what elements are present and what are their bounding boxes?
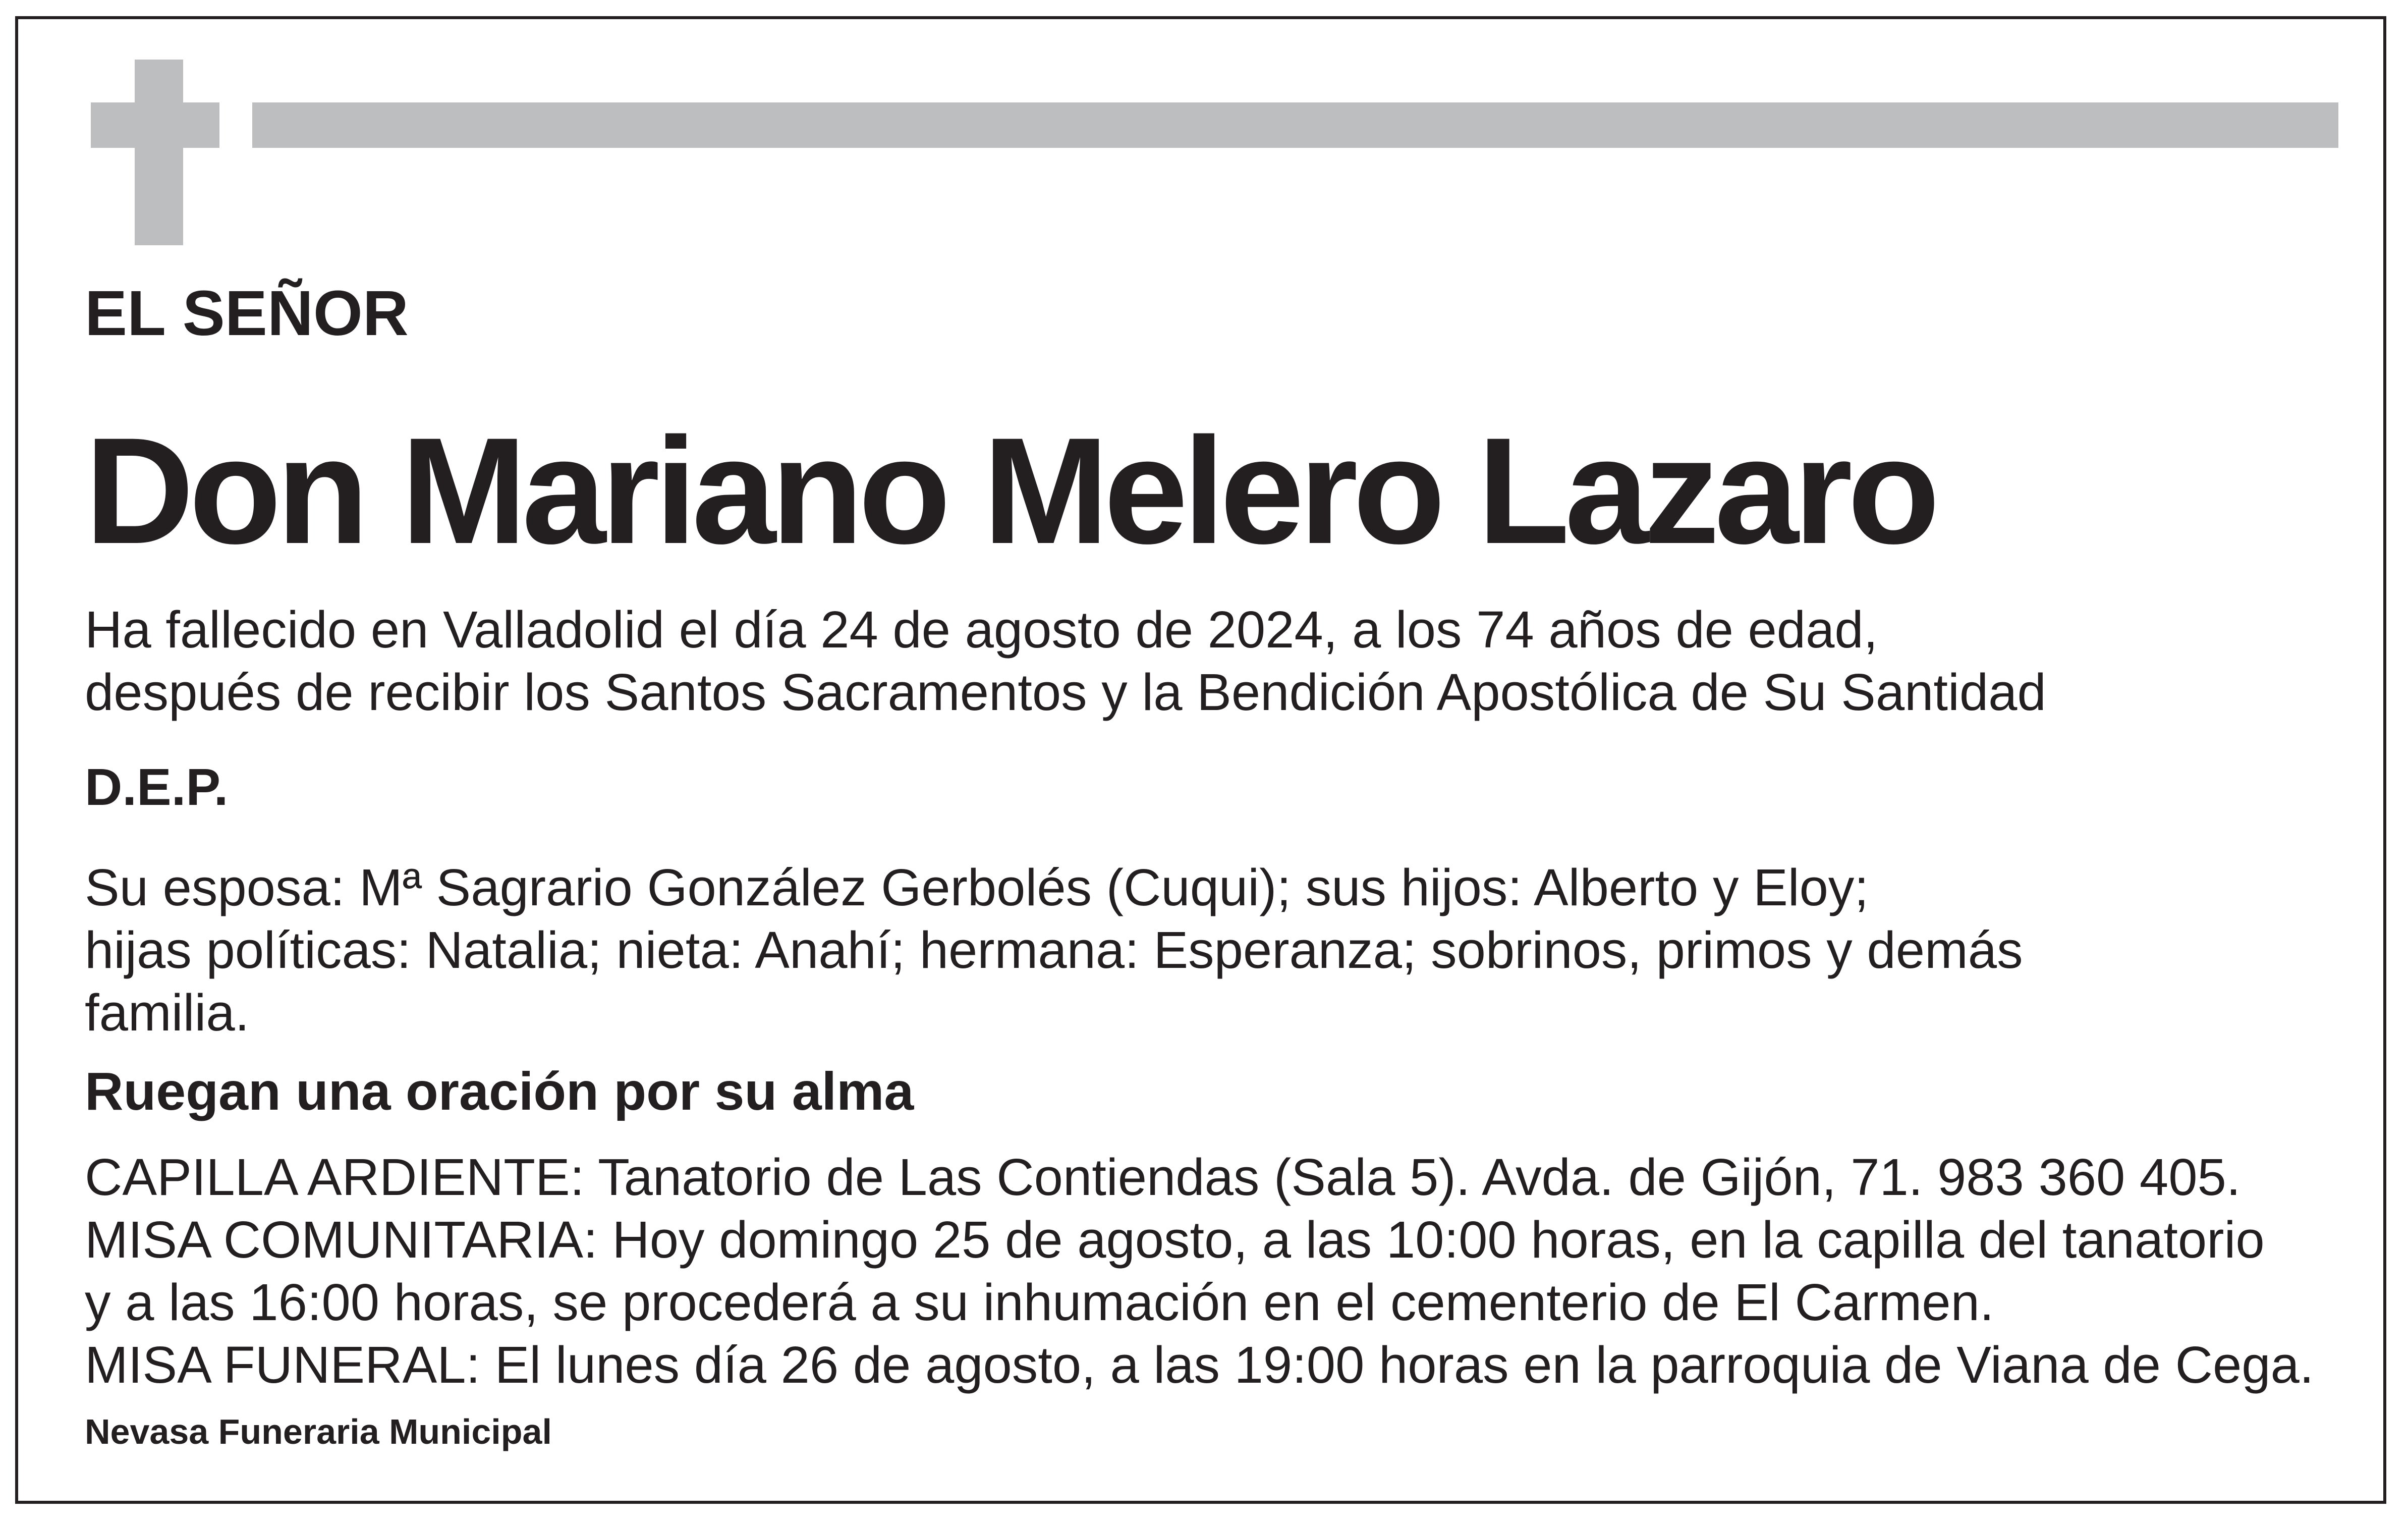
service-line: MISA FUNERAL: El lunes día 26 de agosto, a las 19:00 horas en la parroquia de Viana de Cega. xyxy=(85,1336,2314,1394)
family-line: hijas políticas: Natalia; nieta: Anahí; hermana: Esperanza; sobrinos, primos y demás xyxy=(85,921,2023,979)
death-announcement xyxy=(85,598,2046,724)
dep-label: D.E.P. xyxy=(85,758,229,816)
death-line: después de recibir los Santos Sacramentos y la Bendición Apostólica de Su Santidad xyxy=(85,663,2046,721)
prayer-request: Ruegan una oración por su alma xyxy=(85,1062,914,1121)
deceased-name: Don Mariano Melero Lazaro xyxy=(85,406,1935,575)
death-line: Ha fallecido en Valladolid el día 24 de agosto de 2024, a los 74 años de edad, xyxy=(85,601,1878,659)
service-details xyxy=(85,1146,2314,1396)
cross-icon xyxy=(135,60,183,245)
header-rule xyxy=(252,102,2338,148)
funeral-home-name: Nevasa Funeraria Municipal xyxy=(85,1412,552,1451)
family-line: Su esposa: Mª Sagrario González Gerbolés (Cuqui); sus hijos: Alberto y Eloy; xyxy=(85,858,1869,916)
family-line: familia. xyxy=(85,984,250,1042)
service-line: y a las 16:00 horas, se procederá a su inhumación en el cementerio de El Carmen. xyxy=(85,1273,1994,1331)
family-list xyxy=(85,856,2023,1044)
cross-icon-arm xyxy=(91,102,219,148)
service-line: MISA COMUNITARIA: Hoy domingo 25 de agosto, a las 10:00 horas, en la capilla del tanatorio xyxy=(85,1211,2265,1269)
service-line: CAPILLA ARDIENTE: Tanatorio de Las Contiendas (Sala 5). Avda. de Gijón, 71. 983 360 405. xyxy=(85,1148,2241,1206)
intro-title: EL SEÑOR xyxy=(85,278,409,349)
